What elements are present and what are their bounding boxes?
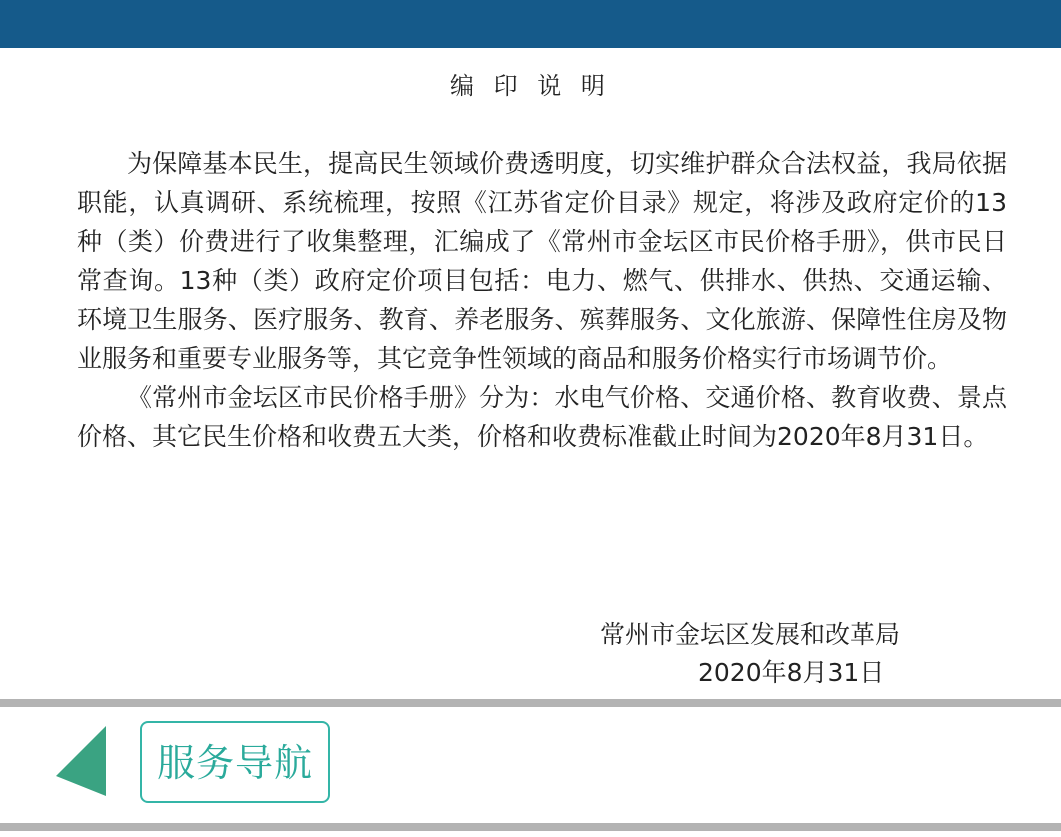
signature-block (590, 616, 950, 692)
top-header-bar (0, 0, 1061, 48)
body-paragraph-1: 为保障基本民生，提高民生领域价费透明度，切实维护群众合法权益，我局依据职能，认真调研、系统梳理，按照《江苏省定价目录》规定，将涉及政府定价的13 种（类）价费进行了收集整理，汇编成了《常州市金坛区市民价格手册》，供市民日常查询。13种（类）政府定价项目包括：电力、燃气、供排水、供热、交通运输、环境卫生服务、医疗服务、教育、养老服务、殡葬服务、文化旅游、保障性住房及物业服务和重要专业服务等，其它竞争性领域的商品和服务价格实行市场调节价。 (77, 149, 1007, 373)
document-title: 编 印 说 明 (450, 72, 611, 100)
signature-org: 常州市金坛区发展和改革局 (600, 620, 901, 649)
body-paragraph-2: 《常州市金坛区市民价格手册》分为：水电气价格、交通价格、教育收费、景点价格、其它民生价格和收费五大类，价格和收费标准截止时间为2020年8月31日。 (77, 383, 1007, 451)
document-body (77, 144, 1007, 456)
back-arrow-icon[interactable] (54, 724, 110, 798)
footer-divider-top (0, 699, 1061, 707)
service-navigation-button[interactable]: 服务导航 (140, 721, 330, 803)
signature-date: 2020年8月31日 (698, 658, 885, 687)
footer-divider-bottom (0, 823, 1061, 831)
